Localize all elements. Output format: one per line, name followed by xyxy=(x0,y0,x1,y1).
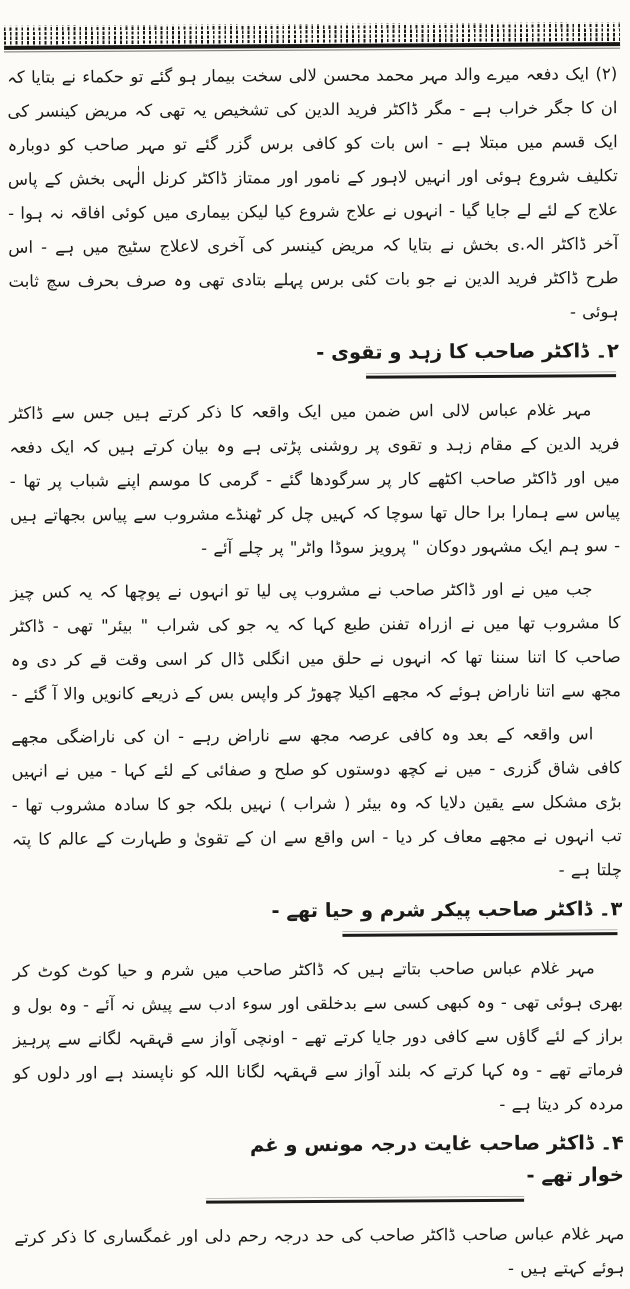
ornamental-top-border xyxy=(4,22,620,50)
section-4-heading-block xyxy=(14,1127,624,1205)
paragraph-beer-joke: جب میں نے اور ڈاکٹر صاحب نے مشروب پی لیا تو انہوں نے پوچھا کہ یہ کس چیز کا مشروب تھا میں نے ازراہ تفنن طبع کہا کہ یہ جو کی شراب " بیئر" تھی - ڈاکٹر صاحب کا اتنا سننا تھا کہ انہوں نے حلق میں انگلی ڈال کر اسی وقت قے کر دی وہ مجھ سے اتنا ناراض ہوئے کہ مجھے اکیلا چھوڑ کر واپس بس کے ذریعے کانویں والا آ گئے - xyxy=(10,579,622,704)
page-content xyxy=(0,22,630,1289)
paragraph-illness-account: (۲) ایک دفعہ میرے والد مہر محمد محسن لالی سخت بیمار ہو گئے تو حکماء نے بتایا کہ ان کا جگر خراب ہے - مگر ڈاکٹر فرید الدین کی تشخیص یہ تھی کہ مریض کینسر کی ایک قسم میں مبتلا ہے - اس بات کو کافی برس گزر گئے تو مہر صاحب کو دوبارہ تکلیف شروع ہوئی اور انہیں لاہور کے نامور اور ممتاز ڈاکٹر کرنل الٰہی بخش کے پاس علاج کے لئے لے جایا گیا - انہوں نے علاج شروع کیا لیکن بیماری میں کوئی افاقہ نہ ہوا - آخر ڈاکٹر الہ.ی بخش نے بتایا کہ مریض کینسر کی آخری لاعلاج سٹیج میں ہے - اس طرح ڈاکٹر فرید الدین نے جو بات کئی برس پہلے بتادی تھی وہ صرف بحرف سچ ثابت ہوئی - xyxy=(7,64,619,322)
section-3-heading-block xyxy=(12,893,622,939)
section-2-heading-block xyxy=(9,335,619,381)
heading-sharm-o-haya: ۳۔ ڈاکٹر صاحب پیکر شرم و حیا تھے - xyxy=(271,897,623,923)
heading-zuhd-o-taqwa: ۲۔ ڈاکٹر صاحب کا زہد و تقوی - xyxy=(316,339,619,364)
paragraph-sargodha-trip: مہر غلام عباس لالی اس ضمن میں ایک واقعہ کا ذکر کرتے ہیں جس سے ڈاکٹر فرید الدین کے مقام زہد و تقوی پر روشنی پڑتی ہے وہ بیان کرتے ہیں کہ ایک دفعہ میں اور ڈاکٹر صاحب اکٹھے کار پر سرگودھا گئے - گرمی کا موسم اپنے شباب پر تھا - پیاس سے ہمارا برا حال تھا سوچا کہ کہیں چل کر ٹھنڈے مشروب سے پیاس بجھاتے ہیں - سو ہم ایک مشہور دوکان " پرویز سوڈا واٹر" پر چلے آئے - xyxy=(9,400,621,558)
heading-underline xyxy=(342,932,617,937)
paragraph-compassion-intro: مہر غلام عباس صاحب ڈاکٹر صاحب کی حد درجہ رحم دلی اور غمگساری کا ذکر کرتے ہوئے کہتے ہیں - xyxy=(14,1224,625,1278)
paragraph-reconciliation: اس واقعہ کے بعد وہ کافی عرصہ مجھ سے ناراض رہے - ان کی ناراضگی مجھے کافی شاق گزری - میں نے کچھ دوستوں کو صلح و صفائی کے لئے کہا - میں نے انہیں بڑی مشکل سے یقین دلایا کہ وہ بیئر ( شراب ) نہیں بلکہ جو کا سادہ مشروب تھا - تب انہوں نے مجھے معاف کر دیا - اس واقع سے ان کے تقویٰ و طہارت کے عالم کا پتہ چلتا ہے - xyxy=(11,724,623,880)
heading-underline xyxy=(206,1199,524,1204)
paragraph-modesty: مہر غلام عباس صاحب بتاتے ہیں کہ ڈاکٹر صاحب میں شرم و حیا کوٹ کوٹ کر بھری ہوئی تھی - وہ کبھی کسی سے بدخلقی اور سوء ادب سے پیش نہ آئے - وہ بول و براز کے لئے گاؤں سے کافی دور جایا کرتے تھے - اونچی آواز سے قہقہہ لگانے سے پرہیز فرماتے تھے - وہ کہا کرتے کہ بلند آواز سے قہقہہ لگانا اللہ کو ناپسند ہے اور دلوں کو مردہ کر دیتا ہے - xyxy=(12,958,624,1114)
heading-ghamkhwari: ۴۔ ڈاکٹر صاحب غایت درجہ مونس و غم خوار تھے - xyxy=(249,1131,625,1187)
heading-underline xyxy=(366,374,616,379)
scanned-book-page xyxy=(0,24,630,1278)
